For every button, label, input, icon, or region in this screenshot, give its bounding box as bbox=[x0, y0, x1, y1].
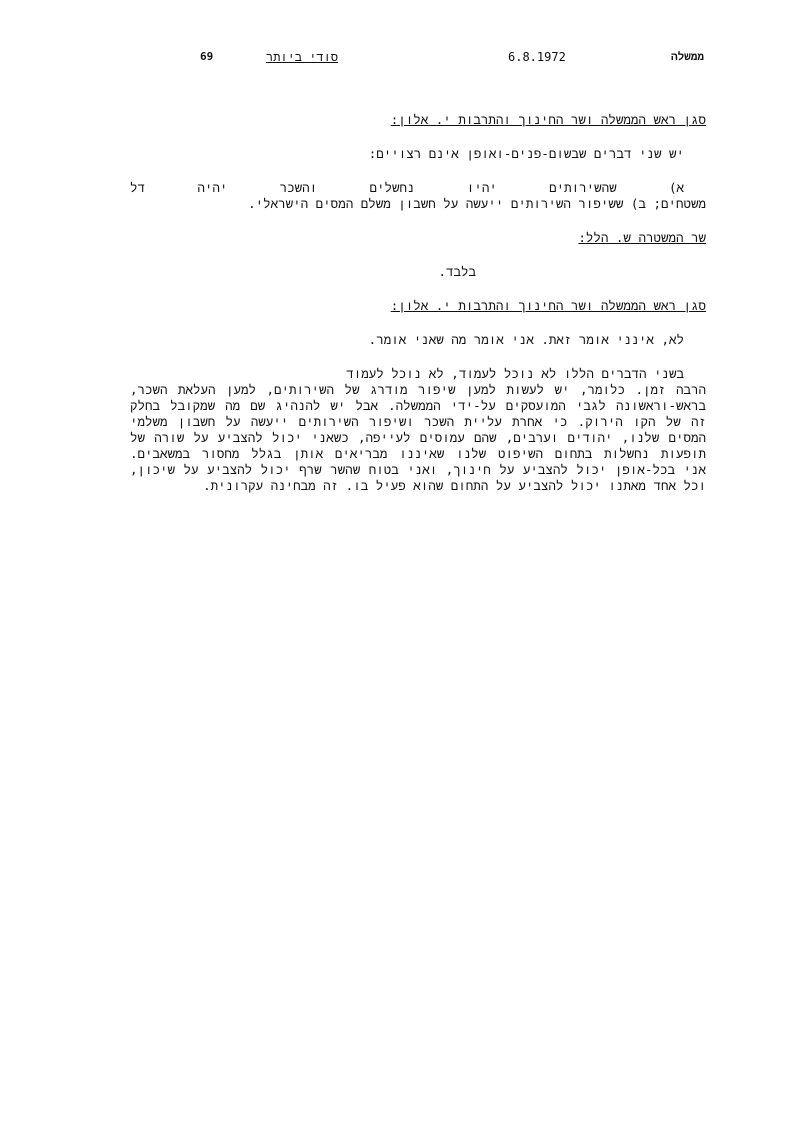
text-line: בשני הדברים הללו לא נוכל לעמוד, לא נוכל לעמוד bbox=[346, 366, 684, 381]
document-date: 6.8.1972 bbox=[508, 50, 566, 64]
text-line: א) שהשירותים יהיו נחשלים והשכר יהיה דל bbox=[130, 180, 684, 195]
document-title: ממשלה bbox=[670, 50, 704, 63]
text-line: בראש-וראשונה לגבי המועסקים על-ידי הממשלה. אבל יש להנהיג שם מה שמקובל בחלק bbox=[130, 398, 706, 413]
text-line: תופעות נחשלות בתחום השיפוט שלנו שאיננו מבריאים אותן בגלל מחסור במשאבים. bbox=[130, 446, 706, 461]
paragraph: בלבד. bbox=[438, 264, 476, 279]
text-line: הרבה זמן. כלומר, יש לעשות למען שיפור מודרג של השירותים, למען העלאת השכר, bbox=[130, 382, 706, 397]
speaker-heading: סגן ראש הממשלה ושר החינוך והתרבות י. אלון: bbox=[390, 112, 706, 127]
page-header bbox=[0, 50, 800, 66]
text-line: משטחים; ב) ששיפור השירותים ייעשה על חשבון משלם המסים הישראלי. bbox=[248, 196, 706, 211]
speaker-heading: סגן ראש הממשלה ושר החינוך והתרבות י. אלון: bbox=[390, 298, 706, 313]
document-body bbox=[130, 112, 706, 512]
text-line: אני בכל-אופן יכול להצביע על חינוך, ואני בטוח שהשר שרף יכול להצביע על שיכון, bbox=[130, 462, 706, 477]
classification-label: סודי ביותר bbox=[266, 50, 339, 64]
text-line: וכל אחד מאתנו יכול להצביע על התחום שהוא פעיל בו. זה מבחינה עקרונית. bbox=[203, 478, 706, 493]
text-line: זה של הקו הירוק. כי אחרת עליית השכר ושיפור השירותים ייעשה על חשבון משלמי bbox=[130, 414, 706, 429]
paragraph: לא, אינני אומר זאת. אני אומר מה שאני אומר. bbox=[368, 332, 684, 347]
paragraph bbox=[130, 180, 706, 212]
page-number: 69 bbox=[200, 50, 214, 63]
paragraph: יש שני דברים שבשום-פנים-ואופן אינם רצויים: bbox=[368, 146, 684, 161]
paragraph bbox=[130, 366, 706, 494]
speaker-heading: שר המשטרה ש. הלל: bbox=[578, 230, 706, 245]
text-line: המסים שלנו, יהודים וערבים, שהם עמוסים לעייפה, כשאני יכול להצביע על שורה של bbox=[130, 430, 706, 445]
